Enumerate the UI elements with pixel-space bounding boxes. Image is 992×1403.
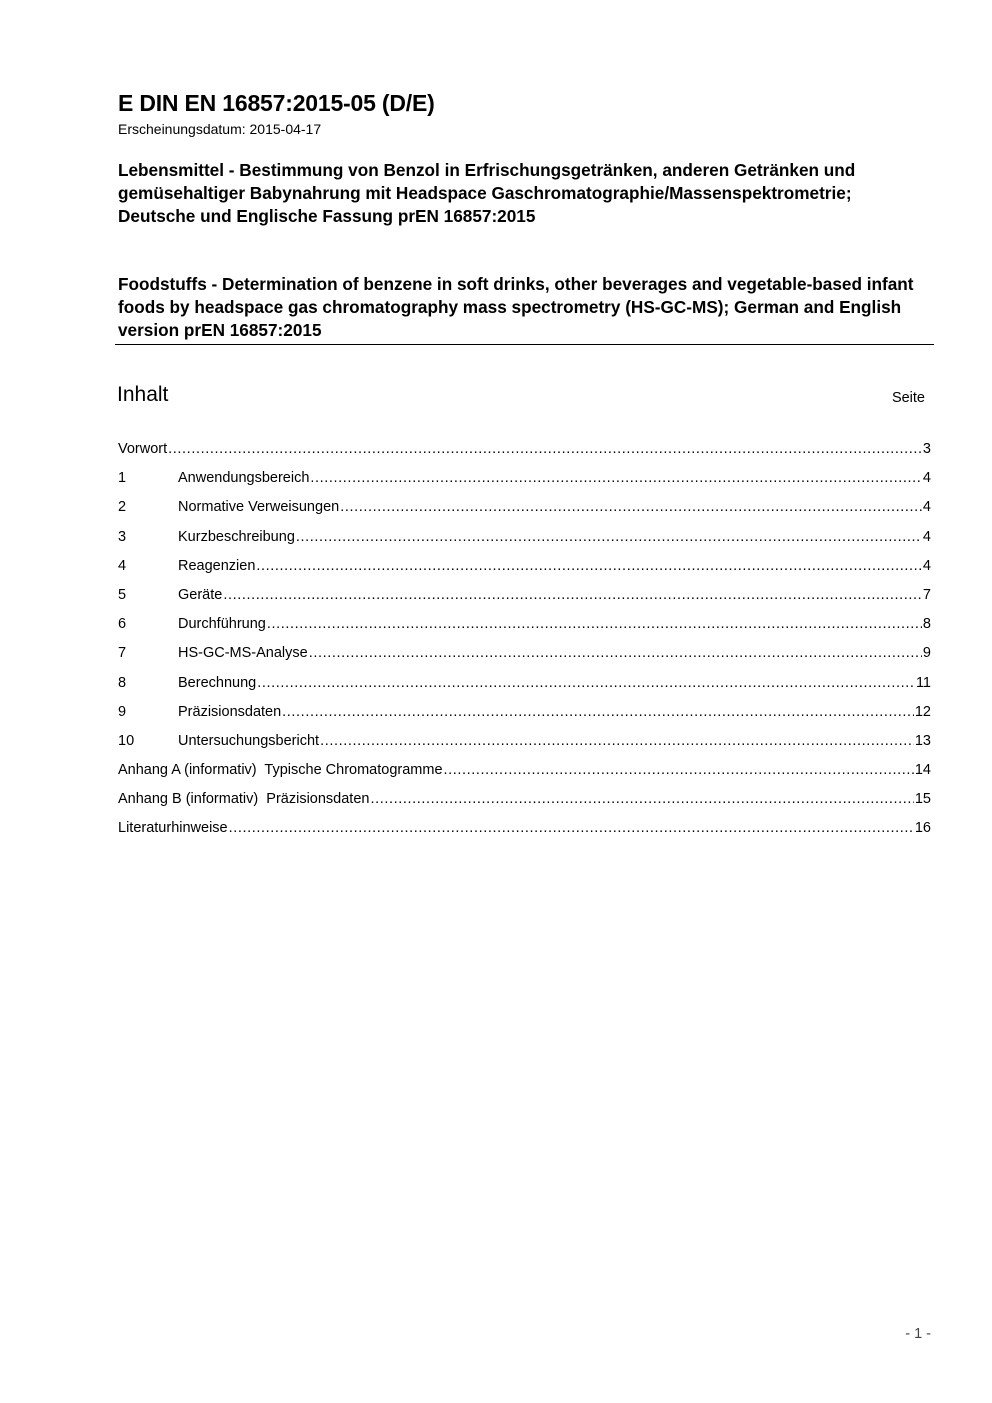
toc-dot-leader (229, 816, 914, 840)
toc-entry-title: Normative Verweisungen (178, 499, 340, 516)
toc-entry-title: Berechnung (178, 674, 257, 691)
toc-entry-page: 14 (914, 762, 931, 779)
toc-page-label: Seite (891, 390, 925, 406)
toc-dot-leader (256, 554, 922, 578)
toc-entry-title: Geräte (178, 586, 223, 603)
toc-entry-3[interactable] (118, 525, 931, 554)
toc-entry-1[interactable] (118, 466, 931, 495)
toc-entry-page: 4 (922, 528, 931, 545)
toc-entry-title: Anwendungsbereich (178, 470, 310, 487)
toc-entry-title: Reagenzien (178, 557, 256, 574)
toc-dot-leader (444, 758, 914, 782)
table-of-contents (118, 437, 931, 846)
toc-entry-number: 3 (118, 528, 127, 545)
toc-dot-leader (310, 466, 922, 490)
toc-dot-leader (296, 525, 922, 549)
toc-entry-page: 16 (914, 820, 931, 837)
toc-entry-page: 13 (914, 732, 931, 749)
toc-entry-title: Literaturhinweise (118, 820, 228, 837)
toc-entry-title: Anhang A (informativ) Typische Chromatogramme (118, 762, 443, 779)
publication-date: Erscheinungsdatum: 2015-04-17 (118, 121, 322, 137)
toc-entry-title: Durchführung (178, 616, 266, 633)
toc-entry-page: 11 (915, 674, 931, 691)
toc-entry-number: 8 (118, 674, 127, 691)
toc-dot-leader (168, 437, 922, 461)
toc-entry-number: 9 (118, 703, 127, 720)
toc-entry-number: 7 (118, 645, 127, 662)
toc-dot-leader (282, 700, 914, 724)
title-german: Lebensmittel - Bestimmung von Benzol in Erfrischungsgetränken, anderen Getränken und gemüsehaltiger Babynahrung mit Headspace Gaschromatographie/Massenspektrometrie; Deutsche und Englische Fassung prEN 16857:2015 (118, 160, 856, 227)
toc-heading: Inhalt (117, 383, 169, 406)
title-divider (115, 344, 934, 345)
toc-dot-leader (267, 612, 922, 636)
toc-entry-page: 4 (922, 557, 931, 574)
toc-dot-leader (370, 787, 913, 811)
toc-entry-4[interactable] (118, 554, 931, 583)
toc-dot-leader (223, 583, 922, 607)
toc-entry-number: 1 (118, 470, 127, 487)
toc-entry-5[interactable] (118, 583, 931, 612)
toc-entry-page: 12 (914, 703, 931, 720)
title-english: Foodstuffs - Determination of benzene in soft drinks, other beverages and vegetable-based infant foods by headspace gas chromatography mass spectrometry (HS-GC-MS); German and English version prEN 16857:2015 (118, 274, 914, 341)
toc-entry-title: Kurzbeschreibung (178, 528, 295, 545)
toc-entry-8[interactable] (118, 671, 931, 700)
toc-entry-annex-b[interactable] (118, 787, 931, 816)
toc-entry-page: 7 (922, 586, 931, 603)
toc-entry-page: 3 (922, 441, 931, 457)
page-number: - 1 - (905, 1326, 931, 1342)
toc-entry-number: 10 (118, 732, 135, 749)
toc-dot-leader (340, 495, 922, 519)
toc-entry-title: HS-GC-MS-Analyse (178, 645, 308, 662)
toc-dot-leader (257, 671, 915, 695)
toc-entry-page: 9 (922, 645, 931, 662)
toc-entry-9[interactable] (118, 700, 931, 729)
toc-entry-6[interactable] (118, 612, 931, 641)
toc-entry-annex-a[interactable] (118, 758, 931, 787)
toc-entry-7[interactable] (118, 641, 931, 670)
toc-entry-bibliography[interactable] (118, 816, 931, 845)
toc-entry-title: Anhang B (informativ) Präzisionsdaten (118, 791, 370, 808)
toc-entry-number: 5 (118, 586, 127, 603)
toc-entry-vorwort[interactable] (118, 437, 931, 466)
toc-entry-page: 4 (922, 470, 931, 487)
toc-entry-page: 15 (914, 791, 931, 808)
toc-dot-leader (309, 641, 922, 665)
toc-entry-number: 4 (118, 557, 127, 574)
toc-entry-title: Präzisionsdaten (178, 703, 282, 720)
toc-dot-leader (320, 729, 914, 753)
toc-entry-page: 8 (922, 616, 931, 633)
toc-entry-number: 2 (118, 499, 127, 516)
toc-entry-2[interactable] (118, 495, 931, 524)
toc-entry-10[interactable] (118, 729, 931, 758)
toc-entry-number: 6 (118, 616, 127, 633)
document-id: E DIN EN 16857:2015-05 (D/E) (118, 90, 435, 116)
toc-entry-title: Vorwort (118, 441, 168, 457)
toc-entry-page: 4 (922, 499, 931, 516)
toc-entry-title: Untersuchungsbericht (178, 732, 320, 749)
